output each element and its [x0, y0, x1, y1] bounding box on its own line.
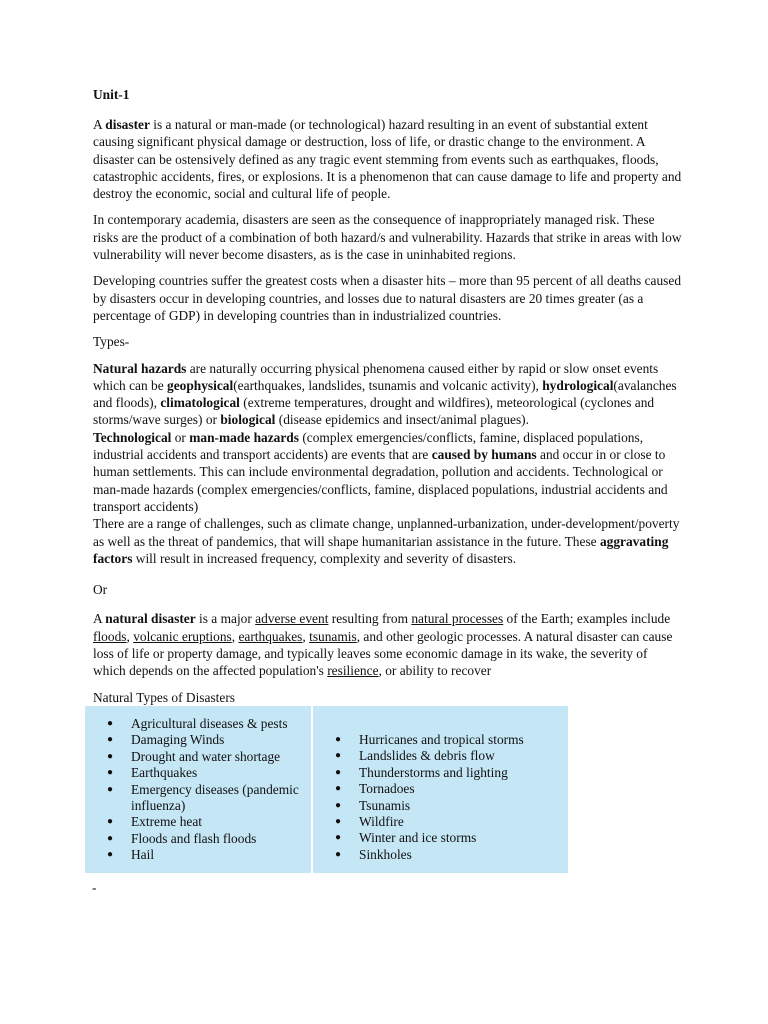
bullet-icon: ●: [335, 750, 342, 762]
text-run: of the Earth; examples include: [503, 611, 671, 627]
text-run: (avalanches and floods),: [93, 377, 677, 411]
technological-hazards-paragraph: [93, 429, 683, 515]
academia-paragraph: In contemporary academia, disasters are seen as the consequence of inappropriately managed risk. These risks are the product of a combination of both hazard/s and vulnerability. Hazards that strike in areas with low vulnerability will never become disasters, as is the case in uninhabited regions.: [93, 212, 682, 263]
text-run: There are a range of challenges, such as climate change, unplanned-urbanization, under-development/poverty as well as the threat of pandemics, that will shape humanitarian assistance in the future. These: [93, 516, 680, 549]
bullet-icon: ●: [107, 767, 114, 779]
link-adverse-event[interactable]: adverse event: [255, 611, 329, 627]
text-run: , or ability to recover: [378, 663, 492, 679]
bullet-icon: ●: [335, 766, 342, 778]
bold-term: hydrological: [542, 377, 614, 393]
list-item-label: Thunderstorms and lighting: [359, 764, 508, 780]
list-item: [335, 798, 524, 814]
bullet-icon: ●: [335, 799, 342, 811]
bullet-icon: ●: [335, 783, 342, 795]
bold-term: man-made hazards: [189, 429, 299, 445]
or-label: Or: [93, 582, 108, 598]
bullet-icon: ●: [335, 734, 342, 745]
text-run: or: [171, 429, 190, 445]
list-item: [335, 748, 524, 764]
list-item: [335, 781, 524, 797]
bold-term: natural disaster: [105, 611, 196, 627]
list-item-label: Winter and ice storms: [359, 830, 477, 846]
text-run: ,: [231, 628, 239, 644]
list-item: [107, 765, 311, 781]
list-item: [335, 732, 524, 748]
text-run: resulting from: [328, 611, 412, 627]
list-item: [107, 847, 311, 863]
bullet-icon: ●: [107, 783, 114, 795]
bullet-icon: ●: [107, 849, 114, 861]
list-item-label: Emergency diseases (pandemic influenza): [131, 781, 299, 814]
list-item: [335, 830, 524, 846]
bullet-icon: ●: [107, 832, 114, 844]
text-run: ,: [302, 628, 310, 644]
list-item: [107, 831, 311, 847]
text-run: (earthquakes, landslides, tsunamis and volcanic activity),: [233, 377, 543, 393]
text-run: is a natural or man-made (or technological) hazard resulting in an event of substantial extent causing significant physical damage or destruction, loss of life, or drastic change to the environment. A disaster can be ostensively defined as any tragic event stemming from events such as earthquakes, floods, catastrophic accidents, fires, or explosions. It is a phenomenon that can cause damage to life and property and destroy the economic, social and cultural life of people.: [93, 117, 682, 202]
bold-term: Natural hazards: [93, 360, 187, 376]
list-item-label: Agricultural diseases & pests: [131, 716, 288, 731]
text-run: , and other geologic processes. A natural disaster can cause loss of life or property damage, and typically leaves some economic damage in its wake, the severity of which depends on the affected population's: [93, 628, 673, 679]
list-item: [107, 732, 311, 748]
bold-term: Technological: [93, 429, 172, 445]
bullet-icon: ●: [107, 734, 114, 746]
list-item-label: Wildfire: [359, 814, 404, 830]
bold-term: aggravating factors: [93, 533, 669, 566]
text-run: and occur in or close to human settlements. This can include environmental degradation, pollution and accidents. Technological or man-made hazards (complex emergencies/conflicts, famine, displaced populations, industrial accidents and transport accidents): [93, 447, 668, 514]
natural-hazards-paragraph: [93, 360, 683, 429]
list-item-label: Hurricanes and tropical storms: [359, 732, 524, 747]
list-item-label: Floods and flash floods: [131, 830, 257, 846]
document-page: [93, 86, 683, 706]
list-item-label: Damaging Winds: [131, 732, 225, 748]
bold-term: disaster: [105, 117, 150, 132]
link-floods[interactable]: floods: [93, 628, 127, 644]
list-item-label: Drought and water shortage: [131, 748, 281, 764]
types-table-caption: Natural Types of Disasters: [93, 689, 235, 705]
list-item: [107, 814, 311, 830]
types-label: Types-: [93, 334, 130, 350]
disaster-definition-paragraph: [93, 116, 683, 202]
bullet-icon: ●: [335, 848, 342, 860]
bold-term: biological: [220, 412, 276, 428]
list-item: [335, 765, 524, 781]
text-run: ,: [126, 628, 134, 644]
link-natural-processes[interactable]: natural processes: [411, 611, 504, 627]
bold-term: geophysical: [167, 377, 234, 393]
list-item-label: Landslides & debris flow: [359, 748, 495, 764]
bold-term: climatological: [160, 395, 240, 411]
disaster-types-table: [85, 706, 568, 873]
developing-countries-paragraph: Developing countries suffer the greatest costs when a disaster hits – more than 95 percent of all deaths caused by disasters occur in developing countries, and losses due to natural disasters are 20 times greater (as a percentage of GDP) in developing countries than in industrialized countries.: [93, 273, 682, 323]
natural-disaster-paragraph: [93, 610, 683, 679]
text-run: (complex emergencies/conflicts, famine, displaced populations, industrial accidents and transport accidents) are events that are: [93, 429, 644, 463]
list-item: [335, 814, 524, 830]
list-item: [107, 782, 311, 815]
bullet-icon: ●: [107, 718, 114, 729]
list-item-label: Earthquakes: [131, 765, 198, 781]
link-volcanic-eruptions[interactable]: volcanic eruptions: [133, 628, 232, 644]
disaster-types-list-right: [335, 732, 524, 863]
link-resilience[interactable]: resilience: [327, 663, 379, 679]
bold-term: caused by humans: [431, 447, 537, 463]
text-run: will result in increased frequency, complexity and severity of disasters.: [132, 550, 517, 566]
list-item: [335, 847, 524, 863]
list-item-label: Tsunamis: [359, 797, 411, 813]
text-run: is a major: [195, 611, 256, 627]
bullet-icon: ●: [335, 816, 342, 828]
challenges-paragraph: [93, 515, 683, 567]
bullet-icon: ●: [107, 816, 114, 828]
text-run: (disease epidemics and insect/animal plagues).: [275, 412, 529, 428]
list-item: [107, 716, 311, 732]
disaster-types-list-left: [107, 716, 311, 864]
bullet-icon: ●: [107, 750, 114, 762]
text-run: A: [93, 611, 106, 627]
table-column-left: [85, 706, 311, 873]
text-run: A: [93, 117, 106, 132]
list-item: [107, 749, 311, 765]
list-item-label: Extreme heat: [131, 814, 203, 830]
unit-heading: Unit-1: [93, 87, 130, 102]
table-column-right: [311, 706, 568, 873]
text-run: (extreme temperatures, drought and wildfires), meteorological (cyclones and storms/wave surges) or: [93, 395, 655, 428]
link-tsunamis[interactable]: tsunamis: [309, 628, 357, 644]
list-item-label: Hail: [131, 847, 155, 863]
list-item-label: Sinkholes: [359, 846, 412, 862]
trailing-dash: -: [92, 880, 97, 895]
list-item-label: Tornadoes: [359, 781, 415, 797]
bullet-icon: ●: [335, 832, 342, 844]
text-run: are naturally occurring physical phenomena caused either by rapid or slow onset events which can be: [93, 360, 659, 393]
link-earthquakes[interactable]: earthquakes: [238, 628, 303, 644]
